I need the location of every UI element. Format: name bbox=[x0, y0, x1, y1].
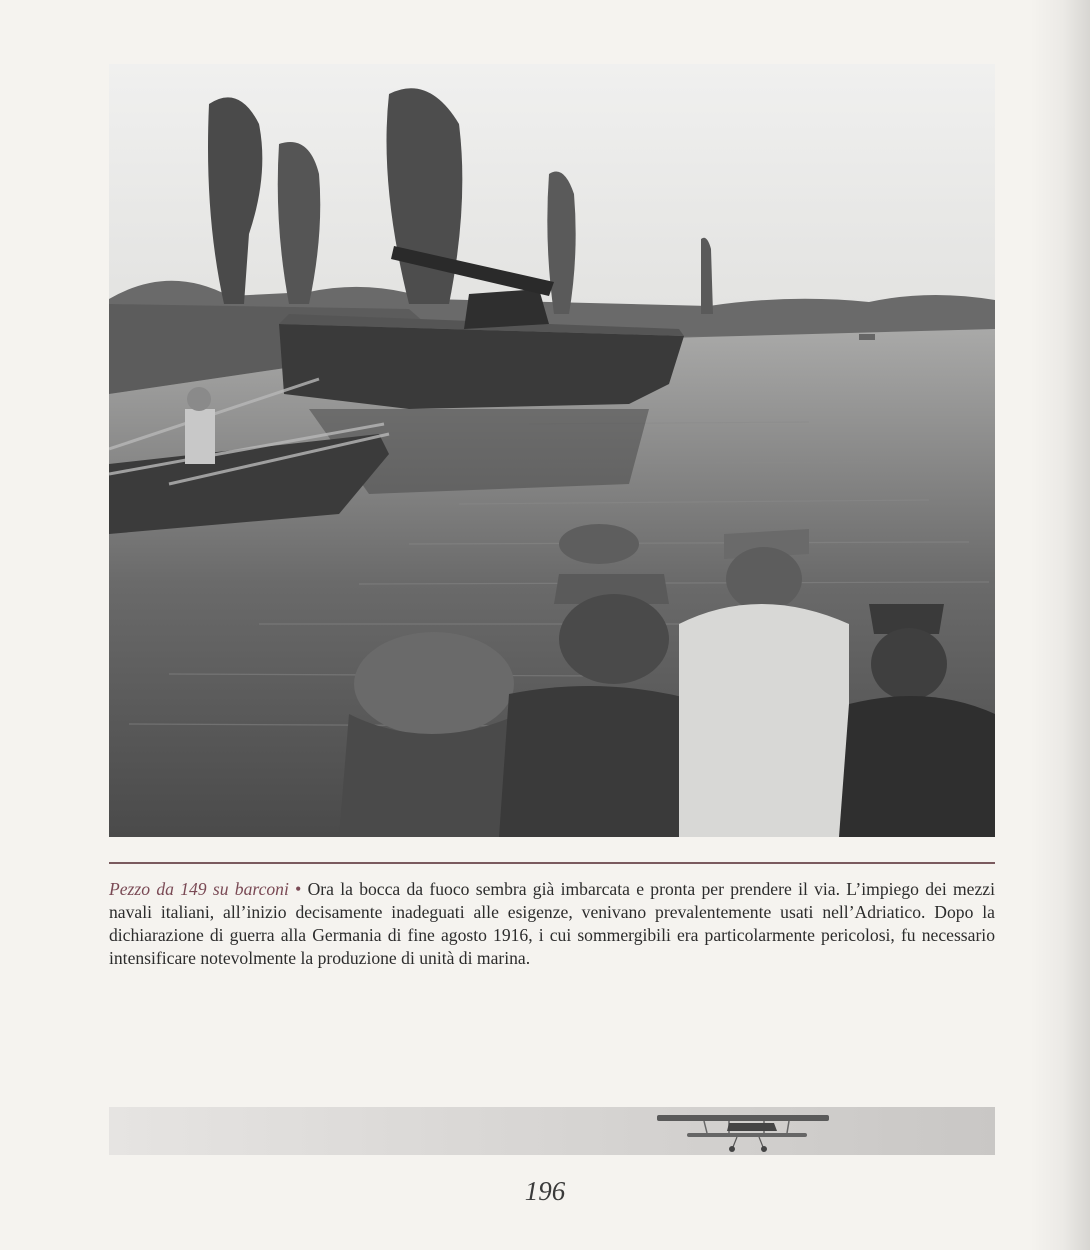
page-number: 196 bbox=[524, 1176, 566, 1206]
decorative-strip bbox=[109, 1107, 995, 1155]
biplane-icon bbox=[109, 1107, 995, 1155]
caption-divider bbox=[109, 862, 995, 864]
caption-title: Pezzo da 149 su barconi bbox=[109, 879, 289, 899]
photo-caption bbox=[109, 878, 995, 970]
caption-text: Ora la bocca da fuoco sembra già imbarcata e pronta per prendere il via. L’impiego dei mezzi navali italiani, all’inizio decisamente inadeguati alle esigenze, venivano prevalentemente usati nell’Adriatico. Dopo la dichiarazione di guerra alla Germania di fine agosto 1916, i cui sommergibili era particolarmente pericolosi, fu necessario intensificare notevolmente la produzione di unità di marina. bbox=[109, 879, 995, 968]
page-gutter-shadow bbox=[1030, 0, 1090, 1250]
caption-separator: • bbox=[295, 879, 302, 899]
historical-photograph bbox=[109, 64, 995, 837]
photo-illustration bbox=[109, 64, 995, 837]
